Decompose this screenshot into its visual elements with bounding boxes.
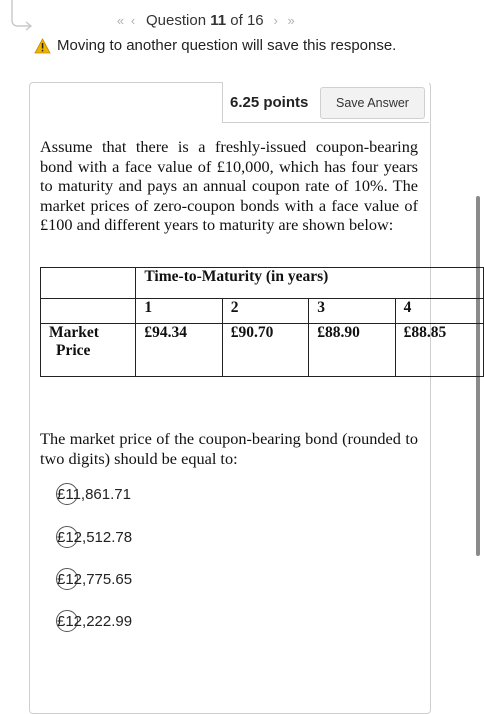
question-counter <box>146 12 264 29</box>
zero-coupon-price-table <box>40 267 484 377</box>
save-answer-button[interactable]: Save Answer <box>320 87 425 119</box>
market-price-label-line1: Market <box>49 324 99 341</box>
table-price-row <box>41 324 484 377</box>
market-price-label-line2: Price <box>56 342 91 359</box>
warning-text: Moving to another question will save this response. <box>57 37 397 54</box>
first-question-button[interactable]: « <box>116 12 122 28</box>
question-total: 16 <box>246 11 264 29</box>
question-prefix: Question <box>146 11 207 29</box>
answer-option-label: £12,775.65 <box>57 571 133 588</box>
question-of: of <box>230 11 243 29</box>
time-to-maturity-header: Time-to-Maturity (in years) <box>136 268 484 299</box>
points-label: 6.25 points <box>230 93 309 111</box>
next-question-button[interactable]: › <box>273 12 278 28</box>
table-header-row <box>41 268 484 299</box>
answer-option-label: £12,222.99 <box>57 613 133 630</box>
year-cell: 1 <box>136 299 222 324</box>
market-price-label <box>41 324 136 377</box>
top-bar <box>0 0 484 64</box>
answer-option[interactable] <box>57 529 132 546</box>
warning-icon <box>34 38 51 54</box>
year-cell: 3 <box>309 299 395 324</box>
answer-option[interactable] <box>57 613 132 630</box>
price-cell: £88.85 <box>395 324 483 377</box>
answer-option[interactable] <box>57 486 131 503</box>
price-cell: £90.70 <box>222 324 308 377</box>
table-empty-cell <box>41 299 136 324</box>
question-follow-up: The market price of the coupon-bearing bond (rounded to two digits) should be equal to: <box>40 429 418 468</box>
price-cell: £88.90 <box>309 324 395 377</box>
year-cell: 4 <box>395 299 483 324</box>
question-navigator <box>112 10 297 30</box>
previous-question-button[interactable]: ‹ <box>130 12 136 28</box>
question-number: 11 <box>210 11 227 29</box>
table-corner-cell <box>41 268 136 299</box>
answer-option[interactable] <box>57 571 132 588</box>
question-stem: Assume that there is a freshly-issued coupon-bearing bond with a face value of £10,000, which has four years to maturity and pays an annual coupon rate of 10%. The market prices of zero-coupon bonds with a face value of £100 and different years to maturity are shown below: <box>40 137 418 234</box>
table-years-row <box>41 299 484 324</box>
last-question-button[interactable]: » <box>287 12 292 28</box>
year-cell: 2 <box>222 299 308 324</box>
price-cell: £94.34 <box>136 324 222 377</box>
curve-arrow-icon <box>8 0 38 36</box>
answer-option-label: £12,512.78 <box>57 529 133 546</box>
save-warning <box>34 37 396 54</box>
answer-option-label: £11,861.71 <box>57 486 131 503</box>
